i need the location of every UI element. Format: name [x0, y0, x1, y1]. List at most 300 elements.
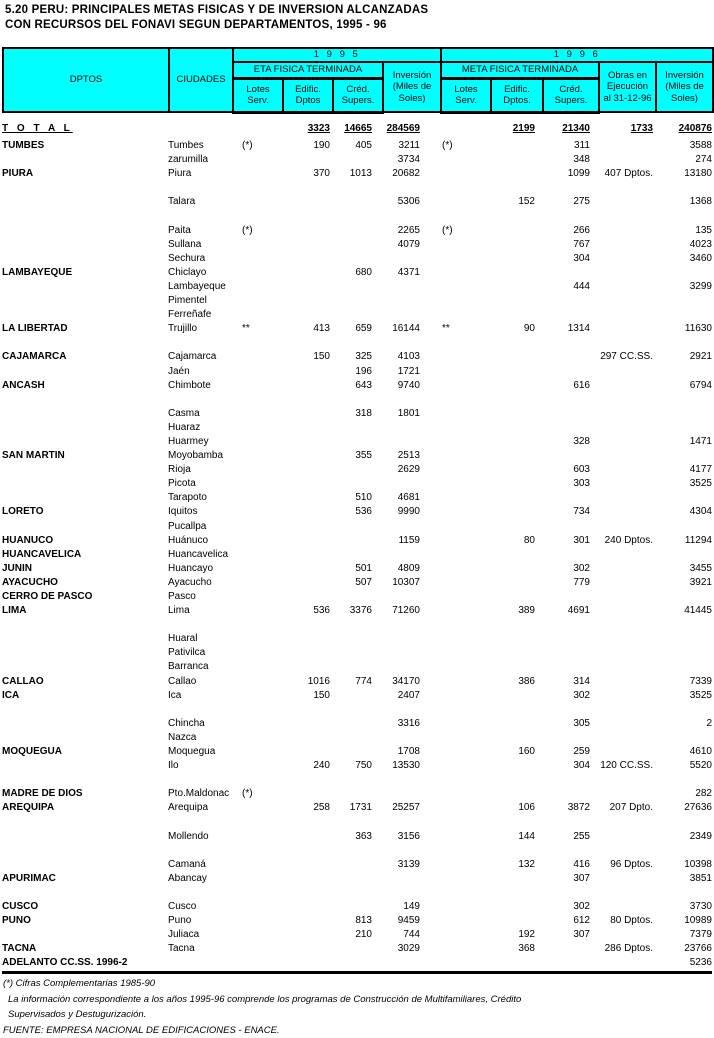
table-cell: [590, 731, 653, 745]
table-row: [2, 703, 712, 717]
table-cell: 16144: [392, 323, 420, 335]
table-cell: [242, 872, 268, 886]
table-cell: [468, 449, 535, 463]
header-edific-1995-line2: Dptos: [295, 95, 321, 106]
table-cell: [330, 858, 372, 872]
table-cell: [442, 928, 468, 942]
table-cell: [442, 914, 468, 928]
table-row: [2, 942, 712, 956]
table-cell: 3211: [398, 140, 420, 151]
table-cell: [420, 322, 442, 336]
table-cell: [2, 365, 168, 379]
table-row: [2, 294, 712, 308]
table-cell: 774: [355, 675, 372, 687]
table-cell: PUNO: [2, 915, 31, 927]
table-cell: 9990: [397, 506, 420, 518]
table-cell: JUNIN: [2, 562, 33, 574]
table-cell: [268, 618, 330, 632]
table-cell: [268, 449, 330, 463]
table-cell: 303: [573, 478, 590, 490]
table-row: [2, 534, 712, 548]
table-cell: [420, 336, 442, 350]
table-cell: 14665: [344, 123, 372, 135]
table-cell: [535, 886, 590, 900]
table-cell: [2, 759, 168, 773]
table-cell: [242, 956, 268, 972]
table-row: [2, 209, 712, 223]
table-row: [2, 914, 712, 928]
table-cell: [468, 477, 535, 491]
table-cell: [168, 336, 242, 350]
table-cell: 659: [355, 323, 372, 335]
table-cell: 386: [518, 675, 535, 687]
table-cell: **: [242, 323, 250, 335]
table-cell: [590, 632, 653, 646]
table-row: [2, 576, 712, 590]
table-cell: 3323: [307, 123, 330, 135]
table-cell: [535, 646, 590, 660]
table-row: [2, 773, 712, 787]
table-cell: [420, 266, 442, 280]
table-cell: [590, 421, 653, 435]
table-row: [2, 336, 712, 350]
table-row: [2, 632, 712, 646]
table-cell: 304: [573, 760, 590, 772]
table-cell: 779: [573, 576, 590, 588]
table-cell: [442, 618, 468, 632]
table-cell: 416: [573, 858, 590, 870]
table-cell: Iquitos: [168, 506, 198, 518]
table-cell: TUMBES: [2, 140, 45, 151]
table-cell: [590, 280, 653, 294]
table-cell: [372, 181, 420, 195]
total-row: [2, 120, 712, 139]
table-cell: [468, 167, 535, 181]
table-cell: [653, 844, 712, 858]
header-inversion-1995-line3: Soles): [398, 92, 426, 104]
table-cell: [468, 731, 535, 745]
table-cell: [535, 294, 590, 308]
table-cell: [535, 632, 590, 646]
table-cell: [372, 844, 420, 858]
table-cell: 3299: [689, 280, 712, 292]
table-cell: [268, 463, 330, 477]
table-cell: [590, 195, 653, 209]
table-row: [2, 956, 712, 972]
table-cell: 4809: [397, 562, 420, 574]
table-cell: [330, 731, 372, 745]
table-cell: 355: [355, 450, 372, 462]
table-cell: [420, 689, 442, 703]
table-cell: 4079: [397, 238, 420, 250]
table-cell: [442, 463, 468, 477]
table-cell: [268, 520, 330, 534]
table-cell: [330, 294, 372, 308]
table-cell: Barranca: [168, 661, 209, 673]
table-row: [2, 350, 712, 364]
table-row: [2, 886, 712, 900]
table-cell: Sechura: [168, 252, 206, 264]
table-cell: [535, 590, 590, 604]
table-cell: 813: [355, 915, 372, 927]
table-cell: [590, 294, 653, 308]
table-cell: Chincha: [168, 717, 205, 729]
table-cell: 370: [313, 168, 330, 180]
table-cell: [372, 731, 420, 745]
table-cell: [268, 393, 330, 407]
table-cell: [268, 421, 330, 435]
table-cell: (*): [442, 224, 453, 236]
table-cell: [420, 534, 442, 548]
table-cell: [2, 632, 168, 646]
table-row: [2, 872, 712, 886]
table-cell: [468, 393, 535, 407]
table-cell: 6794: [689, 379, 712, 391]
table-cell: [242, 407, 268, 421]
table-cell: [420, 956, 442, 972]
table-cell: [468, 618, 535, 632]
header-inversion-1996-line2: (Miles de: [665, 81, 704, 93]
table-cell: [242, 534, 268, 548]
table-cell: [372, 336, 420, 350]
table-cell: 282: [695, 788, 712, 800]
table-cell: TACNA: [2, 943, 37, 955]
table-cell: [242, 928, 268, 942]
table-cell: 304: [573, 252, 590, 264]
table-cell: [372, 956, 420, 972]
table-cell: CERRO DE PASCO: [2, 591, 93, 602]
table-cell: [535, 844, 590, 858]
table-row: [2, 548, 712, 562]
table-cell: Cusco: [168, 901, 197, 913]
table-cell: [420, 435, 442, 449]
table-cell: [590, 139, 653, 153]
table-cell: [330, 660, 372, 674]
table-cell: [590, 618, 653, 632]
header-edific-1995: [283, 78, 333, 112]
table-cell: 307: [573, 872, 590, 884]
table-cell: [372, 308, 420, 322]
table-cell: [420, 548, 442, 562]
header-cred-1996-line2: Supers.: [554, 95, 588, 106]
table-cell: 1368: [689, 196, 712, 208]
table-cell: MADRE DE DIOS: [2, 788, 83, 800]
table-cell: Moquegua: [168, 746, 216, 758]
table-row: [2, 266, 712, 280]
table-cell: 680: [355, 266, 372, 278]
table-cell: 192: [518, 929, 535, 941]
table-cell: 616: [573, 379, 590, 391]
table-cell: 196: [355, 365, 372, 377]
table-row: [2, 463, 712, 477]
table-cell: [330, 195, 372, 209]
table-cell: [653, 421, 712, 435]
table-cell: [242, 463, 268, 477]
table-cell: 368: [518, 943, 535, 955]
table-cell: [420, 209, 442, 223]
table-cell: SAN MARTIN: [2, 450, 65, 462]
table-cell: 3029: [397, 943, 420, 955]
table-cell: [653, 548, 712, 562]
table-cell: 80: [523, 534, 535, 546]
table-cell: [442, 731, 468, 745]
header-obras-1996-line1: Obras en: [607, 69, 648, 81]
table-cell: [372, 520, 420, 534]
table-cell: 444: [573, 280, 590, 292]
table-cell: [535, 308, 590, 322]
table-cell: [590, 407, 653, 421]
table-cell: [535, 618, 590, 632]
table-cell: [420, 773, 442, 787]
table-cell: (*): [242, 140, 253, 151]
table-cell: [242, 773, 268, 787]
table-cell: 405: [355, 140, 372, 151]
table-cell: [420, 449, 442, 463]
table-cell: [468, 520, 535, 534]
table-cell: [372, 773, 420, 787]
table-cell: [653, 646, 712, 660]
table-cell: [268, 787, 330, 801]
table-cell: 20682: [392, 168, 420, 180]
table-cell: [420, 942, 442, 956]
table-cell: Nazca: [168, 731, 197, 743]
table-cell: [2, 435, 168, 449]
table-cell: [420, 632, 442, 646]
table-cell: [242, 449, 268, 463]
table-cell: Huánuco: [168, 534, 209, 546]
table-cell: [242, 421, 268, 435]
table-cell: [268, 942, 330, 956]
table-cell: [268, 548, 330, 562]
table-cell: [2, 816, 168, 830]
table-cell: [2, 463, 168, 477]
table-cell: 3376: [349, 605, 372, 617]
table-cell: [268, 576, 330, 590]
table-cell: [653, 618, 712, 632]
table-cell: [168, 209, 242, 223]
table-cell: 34170: [392, 675, 420, 687]
table-cell: 1159: [398, 534, 420, 546]
table-cell: 318: [355, 407, 372, 419]
table-cell: [442, 576, 468, 590]
table-cell: [535, 520, 590, 534]
table-cell: 536: [313, 605, 330, 617]
table-cell: [2, 731, 168, 745]
header-lotes-1996-line1: Lotes: [454, 83, 478, 95]
table-cell: [468, 224, 535, 238]
table-row: [2, 181, 712, 195]
table-row: [2, 421, 712, 435]
table-cell: [420, 505, 442, 519]
table-cell: [535, 209, 590, 223]
table-cell: [442, 421, 468, 435]
table-cell: [535, 421, 590, 435]
table-body: [2, 120, 712, 974]
table-cell: Huancavelica: [168, 548, 229, 560]
table-cell: [653, 816, 712, 830]
table-cell: [442, 562, 468, 576]
header-inversion-1996-line3: Soles): [671, 92, 698, 104]
header-ciudades: CIUDADES: [169, 48, 233, 112]
table-cell: 11294: [684, 534, 712, 546]
table-cell: [330, 280, 372, 294]
table-row: [2, 139, 712, 153]
table-cell: [442, 745, 468, 759]
table-cell: 3316: [397, 717, 420, 729]
table-cell: 120 CC.SS.: [600, 760, 653, 772]
table-cell: [330, 773, 372, 787]
table-cell: [330, 393, 372, 407]
table-cell: CAJAMARCA: [2, 351, 67, 363]
table-cell: [468, 153, 535, 167]
table-cell: [242, 280, 268, 294]
table-cell: Mollendo: [168, 830, 209, 842]
table-cell: LIMA: [2, 605, 27, 617]
table-cell: [242, 209, 268, 223]
table-row: [2, 745, 712, 759]
table-cell: [590, 209, 653, 223]
table-cell: Huaraz: [168, 421, 201, 433]
table-cell: [330, 703, 372, 717]
table-cell: Tumbes: [168, 140, 204, 151]
table-cell: 1708: [397, 746, 420, 758]
header-cred-1996-line1: Créd.: [559, 83, 583, 95]
table-cell: 23766: [684, 943, 712, 955]
table-row: [2, 660, 712, 674]
table-cell: ADELANTO CC.SS. 1996-2: [2, 957, 128, 969]
table-cell: [268, 731, 330, 745]
table-cell: [535, 660, 590, 674]
table-cell: [330, 238, 372, 252]
table-cell: [330, 590, 372, 604]
footnote-fuente: FUENTE: EMPRESA NACIONAL DE EDIFICACIONES - ENACE.: [3, 1024, 280, 1036]
table-cell: Chiclayo: [168, 266, 207, 278]
table-cell: [168, 393, 242, 407]
table-cell: [535, 731, 590, 745]
table-cell: HUANUCO: [2, 534, 54, 546]
table-cell: 734: [573, 506, 590, 518]
table-cell: 4177: [689, 464, 712, 476]
table-cell: Chimbote: [168, 379, 211, 391]
table-cell: [372, 886, 420, 900]
table-cell: [420, 914, 442, 928]
table-cell: [242, 548, 268, 562]
table-cell: 190: [313, 140, 330, 151]
table-cell: [420, 759, 442, 773]
table-cell: [442, 590, 468, 604]
table-cell: (*): [242, 224, 253, 236]
table-cell: [420, 844, 442, 858]
table-cell: [330, 435, 372, 449]
table-cell: 210: [355, 929, 372, 941]
table-cell: 1013: [349, 168, 372, 180]
table-cell: [330, 252, 372, 266]
table-row: [2, 379, 712, 393]
table-cell: [242, 590, 268, 604]
table-cell: Jaén: [168, 365, 190, 377]
table-cell: [442, 252, 468, 266]
table-cell: [268, 844, 330, 858]
table-cell: 10307: [392, 576, 420, 588]
table-cell: 96 Dptos.: [610, 858, 653, 870]
table-cell: [468, 280, 535, 294]
table-cell: [468, 562, 535, 576]
table-cell: [330, 618, 372, 632]
table-header: [2, 47, 714, 114]
table-cell: [2, 224, 168, 238]
table-cell: [330, 308, 372, 322]
table-cell: [590, 238, 653, 252]
table-cell: [535, 449, 590, 463]
table-cell: [442, 900, 468, 914]
table-cell: [468, 914, 535, 928]
table-row: [2, 365, 712, 379]
table-cell: [2, 717, 168, 731]
table-cell: [268, 956, 330, 972]
table-cell: [468, 421, 535, 435]
table-cell: [268, 181, 330, 195]
table-cell: [242, 604, 268, 618]
footnote-asterisk: (*) Cifras Complementarias 1985-90: [3, 978, 156, 989]
table-cell: Camaná: [168, 858, 206, 870]
table-cell: 4681: [397, 492, 420, 504]
table-cell: [372, 548, 420, 562]
table-cell: 144: [518, 830, 535, 842]
table-cell: Huaral: [168, 633, 198, 645]
table-cell: [653, 886, 712, 900]
table-cell: 4691: [567, 605, 590, 617]
table-cell: [268, 703, 330, 717]
header-obras-1996-line2: Ejecución: [606, 81, 649, 93]
table-cell: Pasco: [168, 591, 196, 602]
table-cell: 3588: [689, 140, 712, 151]
table-cell: [242, 294, 268, 308]
table-row: [2, 858, 712, 872]
table-cell: [242, 195, 268, 209]
table-cell: [535, 703, 590, 717]
table-cell: [242, 844, 268, 858]
header-inversion-1995-line2: (Miles de: [392, 81, 432, 93]
table-cell: [330, 872, 372, 886]
header-lotes-1996-line2: Serv.: [455, 95, 477, 106]
table-cell: [590, 224, 653, 238]
table-cell: [268, 773, 330, 787]
table-cell: [420, 195, 442, 209]
table-cell: 325: [355, 351, 372, 363]
table-body-rows: [2, 120, 712, 972]
table-cell: [420, 858, 442, 872]
table-cell: [168, 816, 242, 830]
table-cell: [590, 153, 653, 167]
table-row: [2, 844, 712, 858]
table-cell: [168, 120, 242, 139]
table-cell: [420, 280, 442, 294]
table-cell: [653, 407, 712, 421]
table-cell: [372, 421, 420, 435]
table-cell: 3730: [689, 901, 712, 913]
table-cell: [590, 675, 653, 689]
table-cell: 2349: [689, 830, 712, 842]
table-cell: [590, 505, 653, 519]
table-cell: [268, 886, 330, 900]
header-obras-1996-line3: al 31-12-96: [603, 92, 652, 104]
table-cell: [268, 830, 330, 844]
table-cell: [372, 590, 420, 604]
table-cell: [535, 816, 590, 830]
table-cell: [268, 590, 330, 604]
table-cell: [590, 872, 653, 886]
table-cell: [330, 816, 372, 830]
